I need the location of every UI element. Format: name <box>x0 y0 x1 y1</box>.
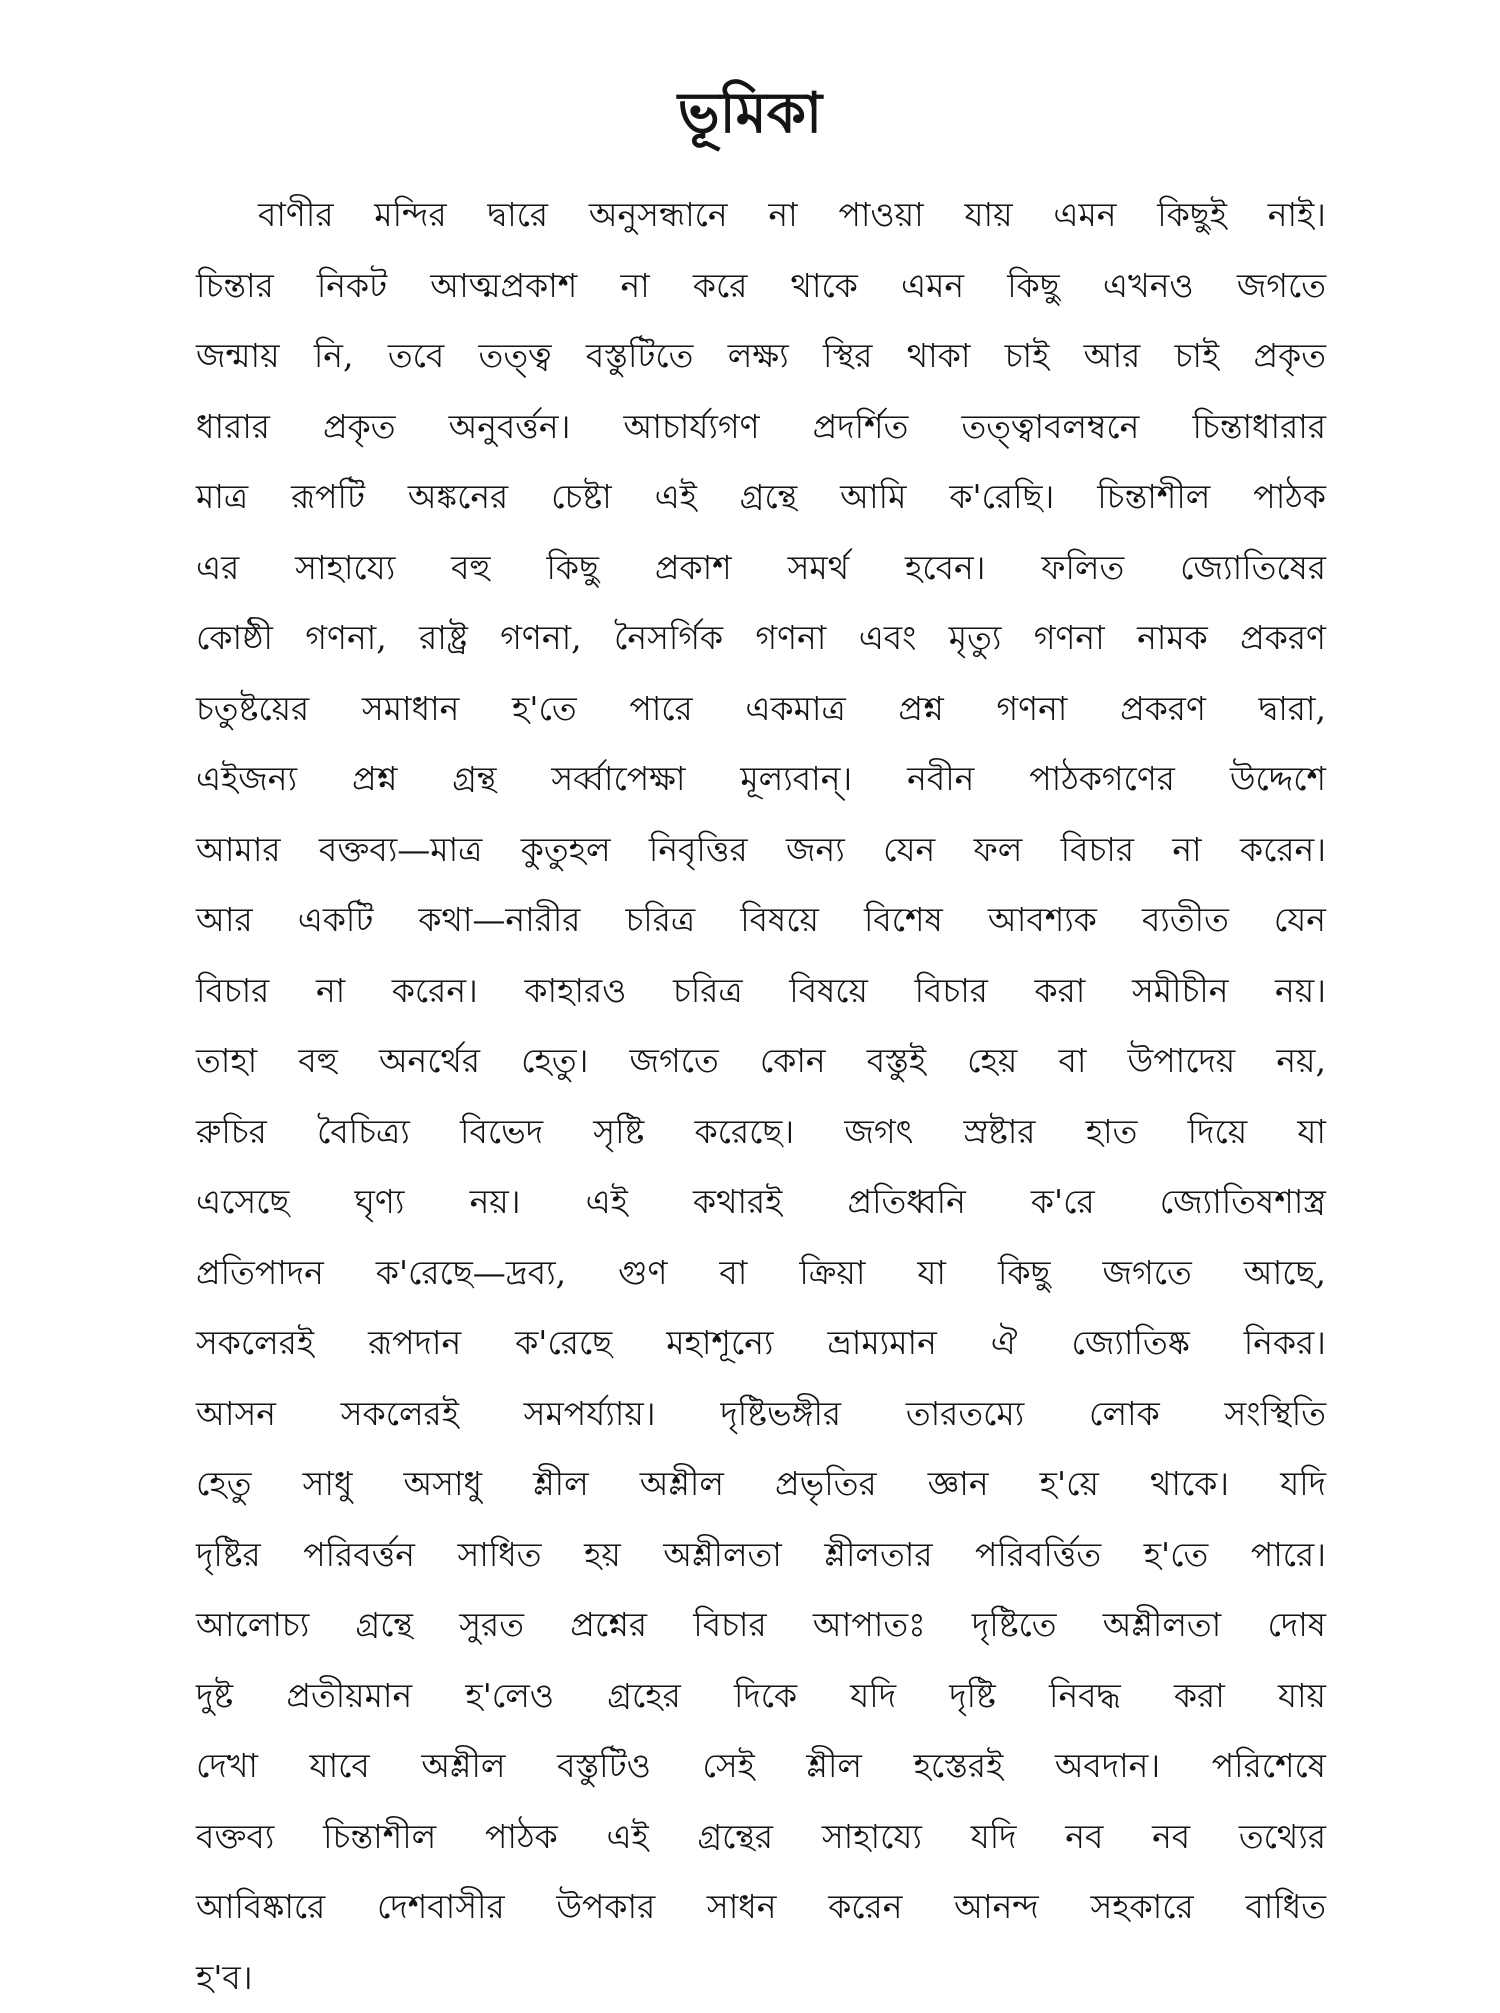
text-line: আসন সকলেরই সমপর্য্যায়। দৃষ্টিভঙ্গীর তারতম্যে লোক সংস্থিতি <box>196 1379 1326 1450</box>
text-line: এইজন্য প্রশ্ন গ্রন্থ সর্ব্বাপেক্ষা মূল্যবান্। নবীন পাঠকগণের উদ্দেশে <box>196 744 1326 815</box>
text-line: ধারার প্রকৃত অনুবর্ত্তন। আচার্য্যগণ প্রদর্শিত তত্ত্বাবলম্বনে চিন্তাধারার <box>196 392 1326 463</box>
text-line: সকলেরই রূপদান ক'রেছে মহাশূন্যে ভ্রাম্যমান ঐ জ্যোতিষ্ক নিকর। <box>196 1308 1326 1379</box>
text-line: চিন্তার নিকট আত্মপ্রকাশ না করে থাকে এমন কিছু এখনও জগতে <box>196 251 1326 322</box>
text-line: বিচার না করেন। কাহারও চরিত্র বিষয়ে বিচার করা সমীচীন নয়। <box>196 956 1326 1027</box>
text-line: আবিষ্কারে দেশবাসীর উপকার সাধন করেন আনন্দ সহকারে বাধিত <box>196 1872 1326 1943</box>
text-line: দেখা যাবে অশ্লীল বস্তুটিও সেই শ্লীল হস্তেরই অবদান। পরিশেষে <box>196 1731 1326 1802</box>
text-line: রুচির বৈচিত্র্য বিভেদ সৃষ্টি করেছে। জগৎ স্রষ্টার হাত দিয়ে যা <box>196 1097 1326 1168</box>
text-line: চতুষ্টয়ের সমাধান হ'তে পারে একমাত্র প্রশ্ন গণনা প্রকরণ দ্বারা, <box>196 674 1326 745</box>
text-line: আর একটি কথা—নারীর চরিত্র বিষয়ে বিশেষ আবশ্যক ব্যতীত যেন <box>196 885 1326 956</box>
text-line: বাণীর মন্দির দ্বারে অনুসন্ধানে না পাওয়া যায় এমন কিছুই নাই। <box>196 180 1326 251</box>
text-line: প্রতিপাদন ক'রেছে—দ্রব্য, গুণ বা ক্রিয়া যা কিছু জগতে আছে, <box>196 1238 1326 1309</box>
text-line: তাহা বহু অনর্থের হেতু। জগতে কোন বস্তুই হেয় বা উপাদেয় নয়, <box>196 1026 1326 1097</box>
text-line: বক্তব্য চিন্তাশীল পাঠক এই গ্রন্থের সাহায্যে যদি নব নব তথ্যের <box>196 1802 1326 1873</box>
text-line: মাত্র রূপটি অঙ্কনের চেষ্টা এই গ্রন্থে আমি ক'রেছি। চিন্তাশীল পাঠক <box>196 462 1326 533</box>
text-line: এর সাহায্যে বহু কিছু প্রকাশ সমর্থ হবেন। ফলিত জ্যোতিষের <box>196 533 1326 604</box>
page-title: ভূমিকা <box>0 78 1500 148</box>
text-line: আলোচ্য গ্রন্থে সুরত প্রশ্নের বিচার আপাতঃ দৃষ্টিতে অশ্লীলতা দোষ <box>196 1590 1326 1661</box>
text-line: এসেছে ঘৃণ্য নয়। এই কথারই প্রতিধ্বনি ক'রে জ্যোতিষশাস্ত্র <box>196 1167 1326 1238</box>
text-line: জন্মায় নি, তবে তত্ত্ব বস্তুটিতে লক্ষ্য স্থির থাকা চাই আর চাই প্রকৃত <box>196 321 1326 392</box>
text-line: হেতু সাধু অসাধু শ্লীল অশ্লীল প্রভৃতির জ্ঞান হ'য়ে থাকে। যদি <box>196 1449 1326 1520</box>
text-line: দৃষ্টির পরিবর্ত্তন সাধিত হয় অশ্লীলতা শ্লীলতার পরিবর্ত্তিত হ'তে পারে। <box>196 1520 1326 1591</box>
text-line: হ'ব। <box>196 1943 1326 2013</box>
preface-body <box>196 180 1326 2013</box>
text-line: দুষ্ট প্রতীয়মান হ'লেও গ্রহের দিকে যদি দৃষ্টি নিবদ্ধ করা যায় <box>196 1661 1326 1732</box>
text-line: আমার বক্তব্য—মাত্র কুতুহল নিবৃত্তির জন্য যেন ফল বিচার না করেন। <box>196 815 1326 886</box>
text-line: কোষ্ঠী গণনা, রাষ্ট্র গণনা, নৈসর্গিক গণনা এবং মৃত্যু গণনা নামক প্রকরণ <box>196 603 1326 674</box>
